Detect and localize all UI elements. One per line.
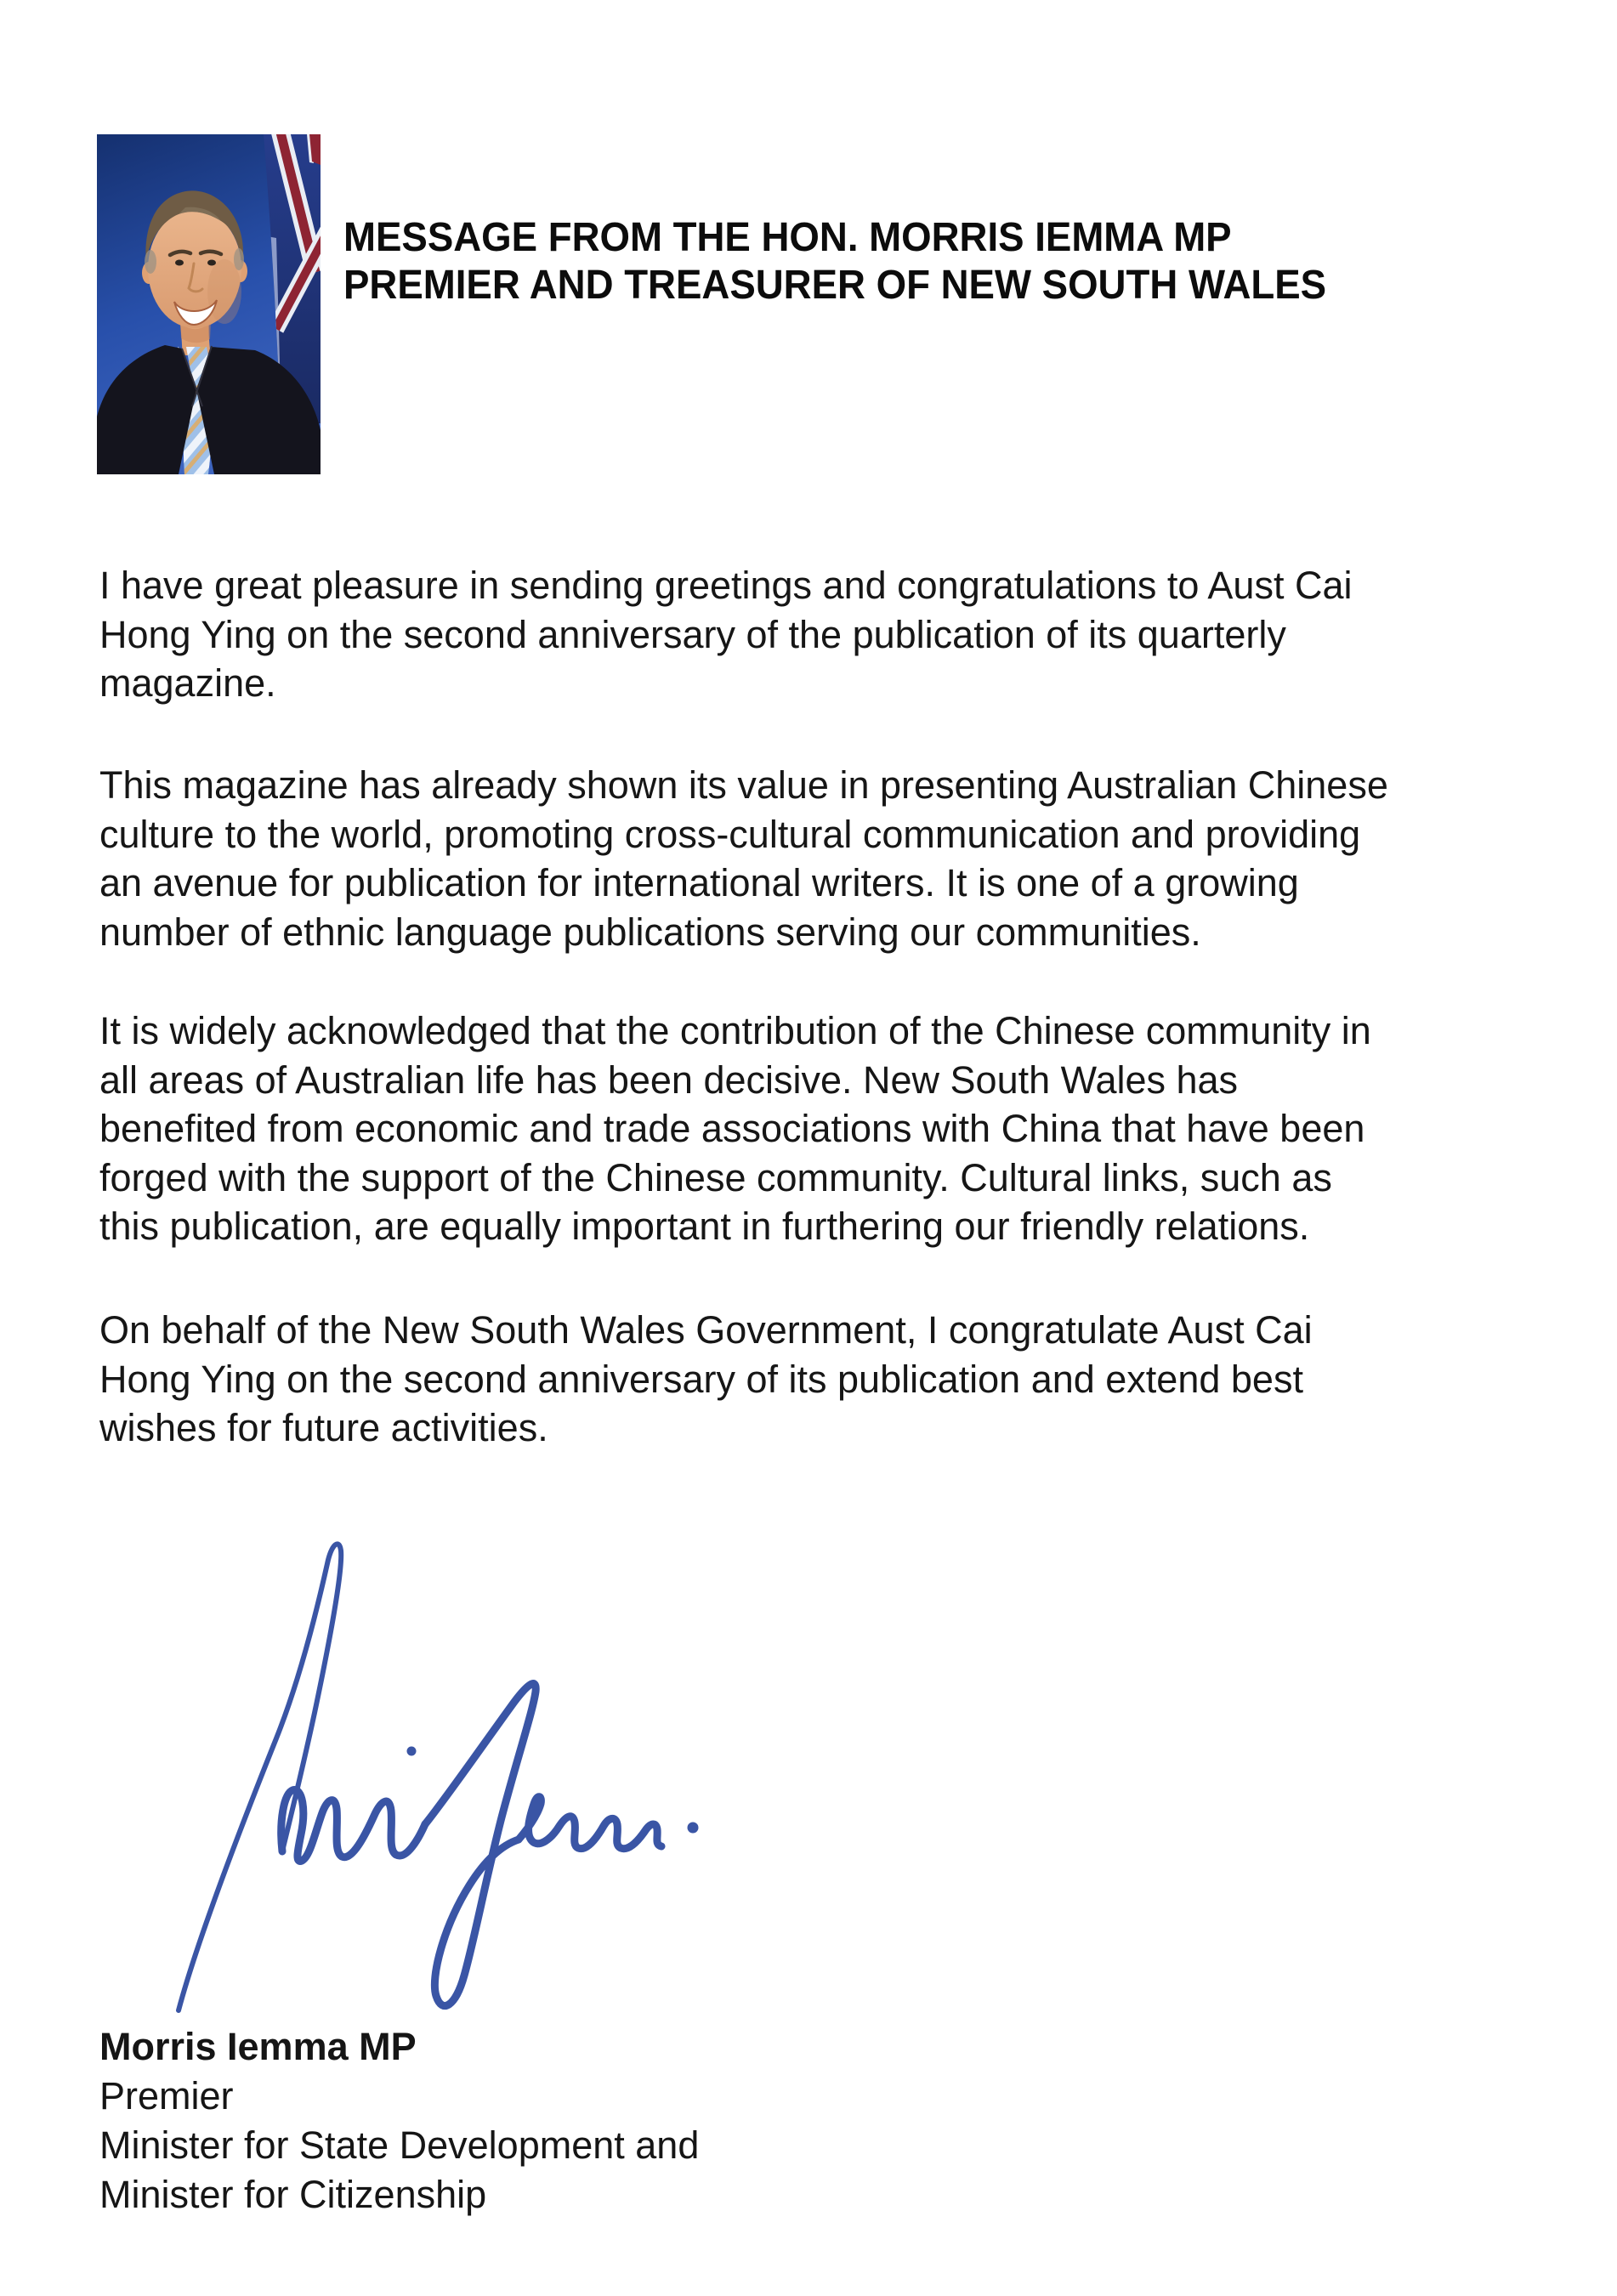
paragraph-line: wishes for future activities. — [99, 1406, 548, 1449]
signoff-title: Minister for Citizenship — [99, 2173, 487, 2216]
paragraph-line: this publication, are equally important in furthering our friendly relations. — [99, 1205, 1310, 1248]
paragraph-line: I have great pleasure in sending greetings and congratulations to Aust Cai — [99, 564, 1353, 607]
portrait-photo — [97, 134, 321, 474]
paragraph-2 — [99, 761, 1388, 956]
signature-morris-iemma — [102, 1488, 782, 2040]
paragraph-line: number of ethnic language publications serving our communities. — [99, 910, 1201, 954]
paragraph-line: magazine. — [99, 661, 276, 705]
signoff-name: Morris Iemma MP — [99, 2025, 417, 2068]
signature-strokes — [179, 1544, 661, 2010]
paragraph-line: Hong Ying on the second anniversary of the publication of its quarterly — [99, 612, 1286, 656]
paragraph-4 — [99, 1306, 1313, 1453]
paragraph-3 — [99, 1006, 1371, 1251]
paragraph-line: forged with the support of the Chinese community. Cultural links, such as — [99, 1155, 1332, 1199]
heading-line-1: MESSAGE FROM THE HON. MORRIS IEMMA MP — [343, 215, 1232, 260]
paragraph-line: benefited from economic and trade associations with China that have been — [99, 1107, 1365, 1150]
paragraph-line: all areas of Australian life has been decisive. New South Wales has — [99, 1057, 1239, 1102]
paragraph-line: This magazine has already shown its value in presenting Australian Chinese — [99, 763, 1388, 807]
paragraph-line: On behalf of the New South Wales Government, I congratulate Aust Cai — [99, 1308, 1313, 1352]
letter-heading — [343, 214, 1326, 309]
paragraph-line: Hong Ying on the second anniversary of its publication and extend best — [99, 1357, 1303, 1401]
signoff-title: Premier — [99, 2074, 234, 2117]
paragraph-line: It is widely acknowledged that the contribution of the Chinese community in — [99, 1009, 1371, 1052]
signoff-title: Minister for State Development and — [99, 2123, 700, 2167]
paragraph-line: an avenue for publication for international writers. It is one of a growing — [99, 861, 1299, 904]
paragraph-1 — [99, 561, 1352, 708]
signoff-block — [99, 2022, 699, 2219]
paragraph-line: culture to the world, promoting cross-cultural communication and providing — [99, 812, 1361, 856]
heading-line-2: PREMIER AND TREASURER OF NEW SOUTH WALES — [343, 263, 1327, 308]
